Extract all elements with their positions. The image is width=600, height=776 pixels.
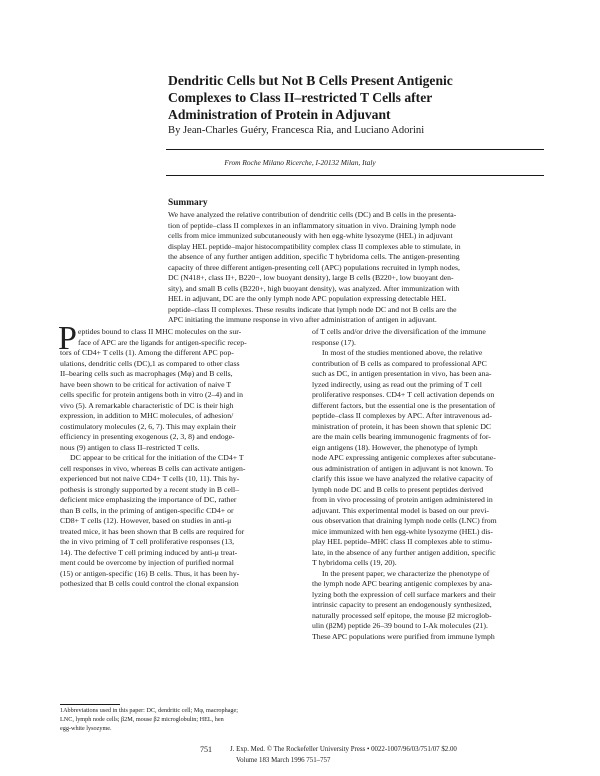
body-line: ous administration of antigen in adjuvant is not known. To bbox=[312, 463, 493, 473]
body-line: ous observation that draining lymph node cells (LNC) from bbox=[312, 516, 497, 525]
summary-line: We have analyzed the relative contribution of dendritic cells (DC) and B cells in the presenta- bbox=[168, 210, 457, 219]
authors: By Jean-Charles Guéry, Francesca Ria, and Luciano Adorini bbox=[168, 125, 425, 136]
body-line: experienced but not naive CD4+ T cells (10, 11). This hy- bbox=[60, 474, 240, 483]
body-line: In most of the studies mentioned above, the relative bbox=[322, 348, 483, 357]
body-line: lyzed indirectly, using as read out the priming of T cell bbox=[312, 379, 482, 389]
body-line: different factors, but the essential one is the presentation of bbox=[312, 400, 496, 410]
body-line: proliferative responses. CD4+ T cell activation depends on bbox=[312, 390, 495, 399]
body-line: These APC populations were purified from immune lymph bbox=[312, 631, 495, 641]
body-line: In the present paper, we characterize the phenotype of bbox=[322, 568, 490, 578]
body-line: from in vivo processing of protein antigen administered in bbox=[312, 495, 493, 504]
footnote-rule bbox=[60, 704, 120, 705]
body-line: than B cells, in the priming of antigen-specific CD4+ or bbox=[60, 505, 234, 515]
body-line: T hybridoma cells (19, 20). bbox=[312, 558, 397, 567]
body-line: peptide–class II complexes by APC. After intravenous ad- bbox=[312, 411, 492, 420]
body-line: deficient mice emphasizing the importance of DC, rather bbox=[60, 495, 237, 504]
body-line: 14). The defective T cell priming induced by anti-μ treat- bbox=[60, 547, 238, 557]
body-line: ulin (β2M) peptide 26–39 bound to I-Ak molecules (21). bbox=[312, 621, 488, 630]
body-line: are the main cells bearing immunogenic fragments of for- bbox=[312, 432, 491, 441]
article-title bbox=[168, 72, 498, 123]
summary-line: APC initiating the immune response in vivo after administration of antigen in adjuvant. bbox=[168, 315, 437, 324]
body-line: adjuvant. This experimental model is based on our previ- bbox=[312, 505, 489, 515]
body-line: expression, in addition to MHC molecules, of adhesion/ bbox=[60, 411, 234, 420]
body-line: play HEL peptide–MHC class II complexes able to stimu- bbox=[312, 537, 493, 546]
body-line: have been shown to be critical for activation of naive T bbox=[60, 379, 232, 389]
title-line: Complexes to Class II–restricted T Cells after bbox=[168, 90, 433, 105]
body-line: pothesis is strongly supported by a recent study in B cell– bbox=[60, 484, 240, 494]
body-line: of T cells and/or drive the diversification of the immune bbox=[312, 327, 486, 336]
body-line: eptides bound to class II MHC molecules on the sur- bbox=[78, 327, 242, 336]
body-line: mice immunized with hen egg-white lysozyme (HEL) dis- bbox=[312, 526, 494, 536]
body-line: cells specific for protein antigens both in vitro (2–4) and in bbox=[60, 390, 243, 399]
body-line: face of APC are the ligands for antigen-specific recep- bbox=[78, 337, 247, 347]
body-line: pothesized that B cells could control the clonal expansion bbox=[60, 579, 239, 588]
body-line: late, in the absence of any further antigen addition, specific bbox=[312, 547, 496, 557]
body-line: naturally processed self epitope, the mouse β2 microglob- bbox=[312, 610, 492, 620]
affiliation: From Roche Milano Ricerche, I-20132 Milan, Italy bbox=[224, 158, 376, 167]
title-rule bbox=[166, 149, 544, 150]
body-line: (15) or antigen-specific (16) B cells. Thus, it has been hy- bbox=[60, 568, 240, 578]
summary-line: cells from mice immunized subcutaneously with hen egg-white lysozyme (HEL) in adjuvant bbox=[168, 231, 453, 240]
body-line: cell responses in vivo, whereas B cells can activate antigen- bbox=[60, 463, 246, 473]
summary-heading: Summary bbox=[168, 198, 208, 208]
summary-line: peptide–class II complexes. These results indicate that lymph node DC and not B cells are the bbox=[168, 304, 457, 314]
footnote-line: egg-white lysozyme. bbox=[60, 725, 112, 732]
body-line: ministration of protein, it has been shown that splenic DC bbox=[312, 421, 492, 431]
summary-line: tion of peptide–class II complexes in an inflammatory situation in vivo. Draining lymph node bbox=[168, 220, 456, 230]
body-line: clarify this issue we have analyzed the relative capacity of bbox=[312, 474, 493, 483]
summary-rule bbox=[166, 175, 544, 176]
body-line: CD8+ T cells (12). However, based on studies in anti-μ bbox=[60, 516, 232, 525]
summary-line: DC (N418+, class II+, B220−, low buoyant density), large B cells (B220+, low buoyant den- bbox=[168, 273, 454, 282]
summary-line: capacity of three different antigen-presenting cell (APC) populations recruited in lymph nodes, bbox=[168, 262, 460, 272]
right-column bbox=[312, 327, 544, 642]
summary-line: HEL in adjuvant, DC are the only lymph node APC population expressing detectable HEL bbox=[168, 294, 447, 303]
body-line: node APC expressing antigenic complexes after subcutane- bbox=[312, 453, 496, 462]
summary-line: the absence of any further antigen addition, specific T hybridoma cells. The antigen-presenting bbox=[168, 252, 460, 261]
summary-line: display HEL peptide–major histocompatibility complex class II complexes able to stimulate, in bbox=[168, 241, 461, 251]
body-line: ment could be overcome by injection of purified normal bbox=[60, 558, 234, 567]
journal-citation: J. Exp. Med. © The Rockefeller University Press • 0022-1007/96/03/751/07 $2.00 bbox=[230, 746, 457, 753]
summary-line: sity), and small B cells (B220+, high buoyant density), was analyzed. After immunization with bbox=[168, 283, 460, 293]
body-line: the lymph node APC bearing antigenic complexes by ana- bbox=[312, 579, 493, 588]
summary-text bbox=[168, 210, 544, 326]
body-line: eign antigens (18). However, the phenotype of lymph bbox=[312, 442, 478, 452]
drop-cap: P bbox=[58, 320, 77, 357]
body-line: treated mice, it has been shown that B cells are required for bbox=[60, 526, 245, 536]
body-line: II–bearing cells such as macrophages (Mφ) and B cells, bbox=[60, 369, 233, 378]
footnote-line: 1Abbreviations used in this paper: DC, dendritic cell; Mφ, macrophage; bbox=[60, 707, 238, 714]
body-line: efficiency in presenting exogenous (2, 3, 8) and endoge- bbox=[60, 432, 235, 441]
title-line: Dendritic Cells but Not B Cells Present Antigenic bbox=[168, 73, 453, 88]
left-column bbox=[60, 327, 292, 590]
body-line: lymph node DC and B cells to present peptides derived bbox=[312, 484, 484, 494]
body-line: costimulatory molecules (2, 6, 7). This may explain their bbox=[60, 421, 237, 431]
body-line: such as DC, in antigen presentation in vivo, has been ana- bbox=[312, 369, 492, 378]
body-line: lyzing both the expression of cell surface markers and their bbox=[312, 589, 496, 599]
body-line: the in vivo priming of T cell proliferative responses (13, bbox=[60, 537, 235, 546]
body-line: nous (9) antigen to class II–restricted T cells. bbox=[60, 442, 200, 452]
body-line: DC appear to be critical for the initiation of the CD4+ T bbox=[70, 453, 244, 462]
footnote bbox=[60, 706, 292, 733]
title-line: Administration of Protein in Adjuvant bbox=[168, 107, 391, 122]
body-line: intrinsic capacity to present an endogenously synthesized, bbox=[312, 600, 492, 609]
body-line: response (17). bbox=[312, 337, 356, 347]
volume-info: Volume 183 March 1996 751–757 bbox=[236, 757, 331, 764]
page-number: 751 bbox=[200, 745, 212, 754]
body-line: tors of CD4+ T cells (1). Among the different APC pop- bbox=[60, 348, 234, 357]
body-line: vivo (5). A remarkable characteristic of DC is their high bbox=[60, 400, 234, 410]
body-line: ulations, dendritic cells (DC),1 as compared to other class bbox=[60, 358, 240, 368]
body-line: contribution of B cells as compared to professional APC bbox=[312, 358, 487, 368]
footnote-line: LNC, lymph node cells; β2M, mouse β2 microglobulin; HEL, hen bbox=[60, 716, 224, 723]
